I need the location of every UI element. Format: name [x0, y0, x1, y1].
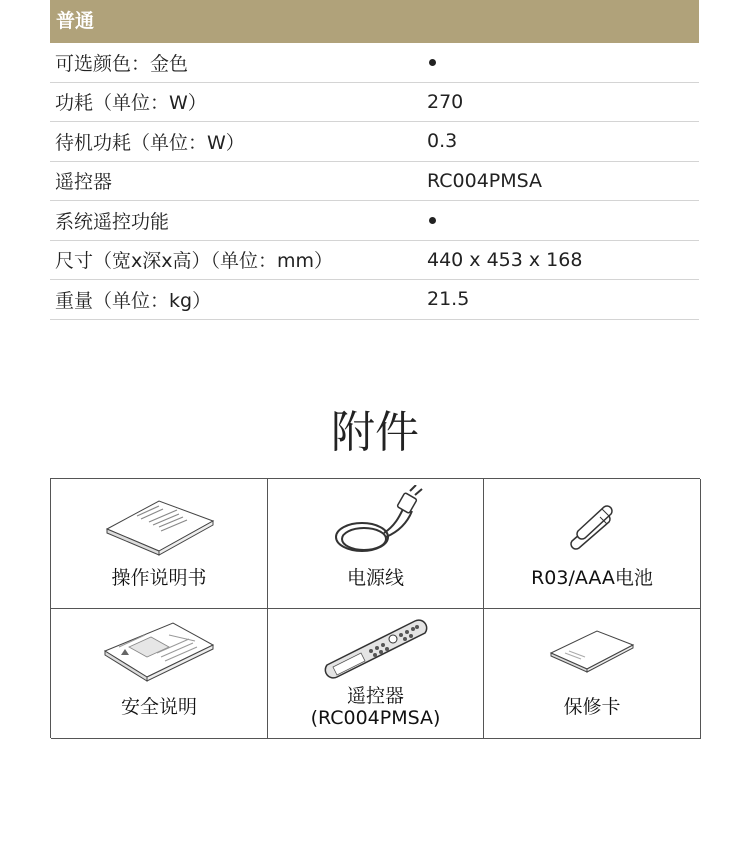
safety-sheet-icon	[99, 617, 219, 687]
accessory-cell-safety	[51, 609, 268, 739]
spec-value	[427, 209, 699, 231]
spec-value: 21.5	[427, 288, 470, 311]
spec-value	[427, 51, 699, 73]
accessory-label: 保修卡	[563, 696, 621, 718]
spec-row	[50, 162, 699, 202]
accessories-title: 附件	[331, 407, 419, 458]
batteries-icon	[562, 501, 622, 551]
bullet-dot-icon	[429, 217, 436, 224]
spec-key: 待机功耗（单位：W）	[55, 131, 245, 154]
spec-row	[50, 201, 699, 241]
spec-row	[50, 122, 699, 162]
spec-value: 0.3	[427, 130, 458, 153]
accessory-cell-remote	[268, 609, 484, 739]
accessory-label: R03/AAA电池	[531, 567, 653, 589]
spec-key: 重量（单位：kg）	[55, 289, 212, 312]
spec-key: 尺寸（宽x深x高）（单位：mm）	[55, 250, 334, 273]
bullet-dot-icon	[429, 59, 436, 66]
accessory-cell-power-cord	[268, 479, 484, 609]
accessory-cell-warranty	[484, 609, 701, 739]
accessory-cell-manual	[51, 479, 268, 609]
spec-row	[50, 241, 699, 281]
accessories-grid	[50, 478, 700, 738]
spec-key: 可选颜色：金色	[55, 52, 189, 75]
spec-key: 系统遥控功能	[55, 210, 170, 233]
manual-icon	[99, 489, 219, 559]
spec-value: 270	[427, 90, 464, 113]
power-cord-icon	[326, 485, 426, 565]
spec-header: 普通	[50, 0, 699, 43]
remote-control-icon	[321, 615, 431, 681]
accessory-label: 遥控器	[346, 685, 404, 707]
accessory-cell-batteries	[484, 479, 701, 609]
accessory-label-model: (RC004PMSA)	[310, 707, 441, 729]
accessory-label: 电源线	[346, 567, 404, 589]
accessory-label: 安全说明	[120, 696, 197, 718]
spec-table	[50, 0, 699, 320]
spec-key: 功耗（单位：W）	[55, 92, 207, 115]
spec-row	[50, 280, 699, 320]
spec-value: RC004PMSA	[427, 169, 543, 192]
spec-row	[50, 83, 699, 123]
spec-key: 遥控器	[55, 171, 113, 194]
warranty-card-icon	[547, 627, 637, 677]
accessory-label: 操作说明书	[111, 567, 207, 589]
spec-row	[50, 43, 699, 83]
spec-value: 440 x 453 x 168	[427, 248, 583, 271]
